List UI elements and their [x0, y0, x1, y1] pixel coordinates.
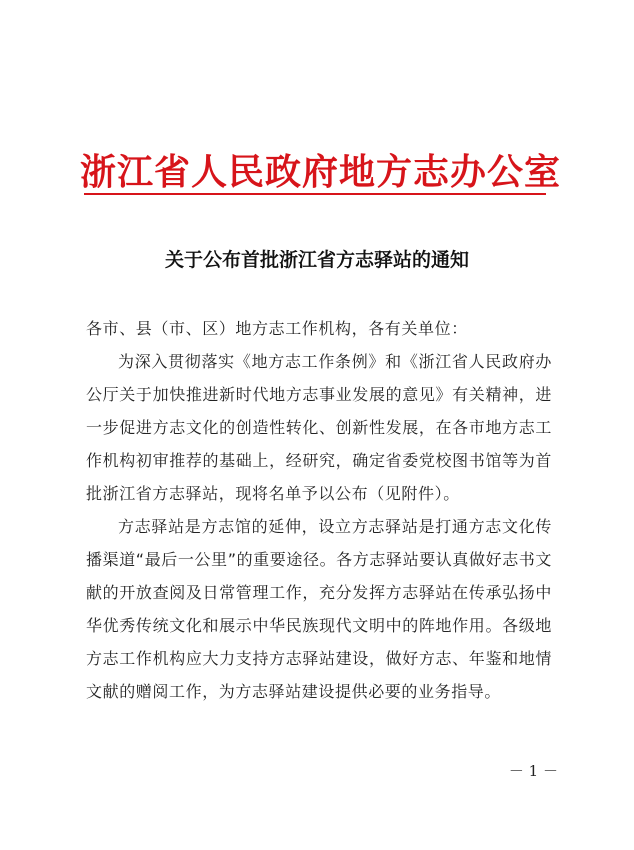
notice-title: 关于公布首批浙江省方志驿站的通知 — [164, 249, 469, 271]
page-number: － 1 － — [508, 762, 558, 780]
red-header-rule — [84, 193, 546, 195]
notice-body — [86, 312, 552, 708]
body-paragraph-1: 为深入贯彻落实《地方志工作条例》和《浙江省人民政府办公厅关于加快推进新时代地方志事业发展的意见》有关精神，进一步促进方志文化的创造性转化、创新性发展，在各市地方志工作机构初审推荐的基础上，经研究，确定省委党校图书馆等为首批浙江省方志驿站，现将名单予以公布（见附件）。 — [86, 352, 552, 503]
issuing-organization-title: 浙江省人民政府地方志办公室 — [80, 151, 562, 193]
body-paragraph-2: 方志驿站是方志馆的延伸，设立方志驿站是打通方志文化传播渠道“最后一公里”的重要途径。各方志驿站要认真做好志书文献的开放查阅及日常管理工作，充分发挥方志驿站在传承弘扬中华优秀传统文化和展示中华民族现代文明中的阵地作用。各级地方志工作机构应大力支持方志驿站建设，做好方志、年鉴和地情文献的赠阅工作，为方志驿站建设提供必要的业务指导。 — [86, 517, 552, 701]
salutation: 各市、县（市、区）地方志工作机构，各有关单位： — [86, 319, 468, 338]
